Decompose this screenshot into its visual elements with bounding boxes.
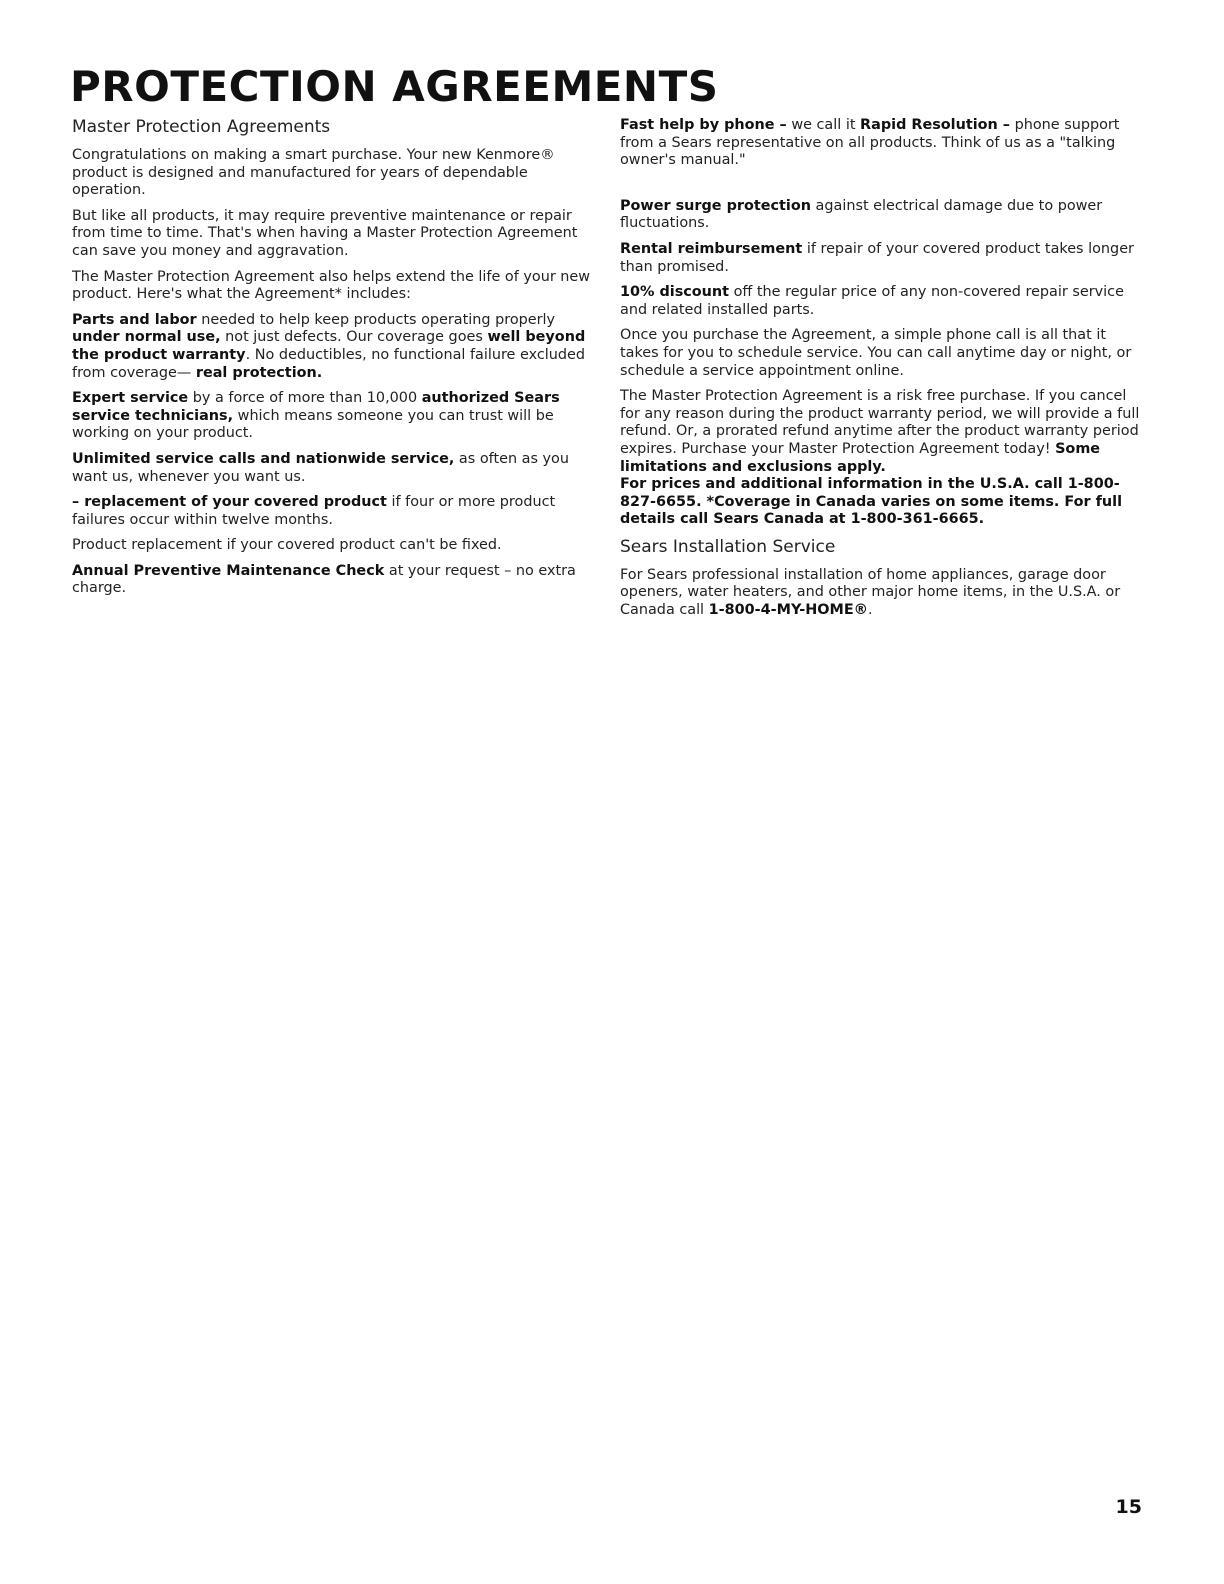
replacement-paragraph: – replacement of your covered product if four or more product failures occur within twelve months. xyxy=(72,494,556,528)
section-heading-installation: Sears Installation Service xyxy=(620,536,836,557)
product-replacement-paragraph: Product replacement if your covered product can't be fixed. xyxy=(72,537,502,554)
maintenance-paragraph: But like all products, it may require preventive maintenance or repair from time to time. That's when having a Master Protection Agreement can save you money and aggravation. xyxy=(72,207,578,259)
page-number: 15 xyxy=(1115,1496,1142,1518)
annual-check-paragraph: Annual Preventive Maintenance Check at your request – no extra charge. xyxy=(72,562,576,597)
risk-free-paragraph: The Master Protection Agreement is a risk free purchase. If you cancel for any reason during the product warranty period, we will provide a full refund. Or, a prorated refund anytime after the product warranty period expires. Purchase your Master Protection Agreement today! Some limitations and exclusions apply. For prices and additional information in the U.S.A. call 1-800-827-6655. *Coverage in Canada varies on some items. For full details call Sears Canada at 1-800-361-6665. xyxy=(620,388,1140,528)
power-surge-paragraph: Power surge protection against electrical damage due to power fluctuations. xyxy=(620,197,1103,232)
section-heading-master-protection: Master Protection Agreements xyxy=(72,117,331,137)
fast-help-paragraph: Fast help by phone – we call it Rapid Resolution – phone support from a Sears representative on all products. Think of us as a "talking owner's manual." xyxy=(620,117,1120,169)
discount-paragraph: 10% discount off the regular price of any non-covered repair service and related installed parts. xyxy=(620,284,1124,318)
left-column xyxy=(72,117,594,606)
intro-paragraph: Congratulations on making a smart purchase. Your new Kenmore® product is designed and manufactured for years of dependable operation. xyxy=(72,147,555,199)
right-column xyxy=(620,117,1145,628)
schedule-service-paragraph: Once you purchase the Agreement, a simple phone call is all that it takes for you to schedule service. You can call anytime day or night, or schedule a service appointment online. xyxy=(620,327,1132,379)
includes-paragraph: The Master Protection Agreement also helps extend the life of your new product. Here's what the Agreement* includes: xyxy=(72,268,591,303)
page-title: PROTECTION AGREEMENTS xyxy=(70,62,719,111)
installation-paragraph: For Sears professional installation of home appliances, garage door openers, water heaters, and other major home items, in the U.S.A. or Canada call 1-800-4-MY-HOME®. xyxy=(620,566,1121,619)
parts-labor-paragraph: Parts and labor needed to help keep products operating properly under normal use, not just defects. Our coverage goes well beyond the product warranty. No deductibles, no functional failure excluded from coverage— real protection. xyxy=(72,311,586,381)
expert-service-paragraph: Expert service by a force of more than 10,000 authorized Sears service technicians, which means someone you can trust will be working on your product. xyxy=(72,390,560,442)
unlimited-service-paragraph: Unlimited service calls and nationwide service, as often as you want us, whenever you want us. xyxy=(72,450,569,485)
rental-reimbursement-paragraph: Rental reimbursement if repair of your covered product takes longer than promised. xyxy=(620,240,1134,275)
